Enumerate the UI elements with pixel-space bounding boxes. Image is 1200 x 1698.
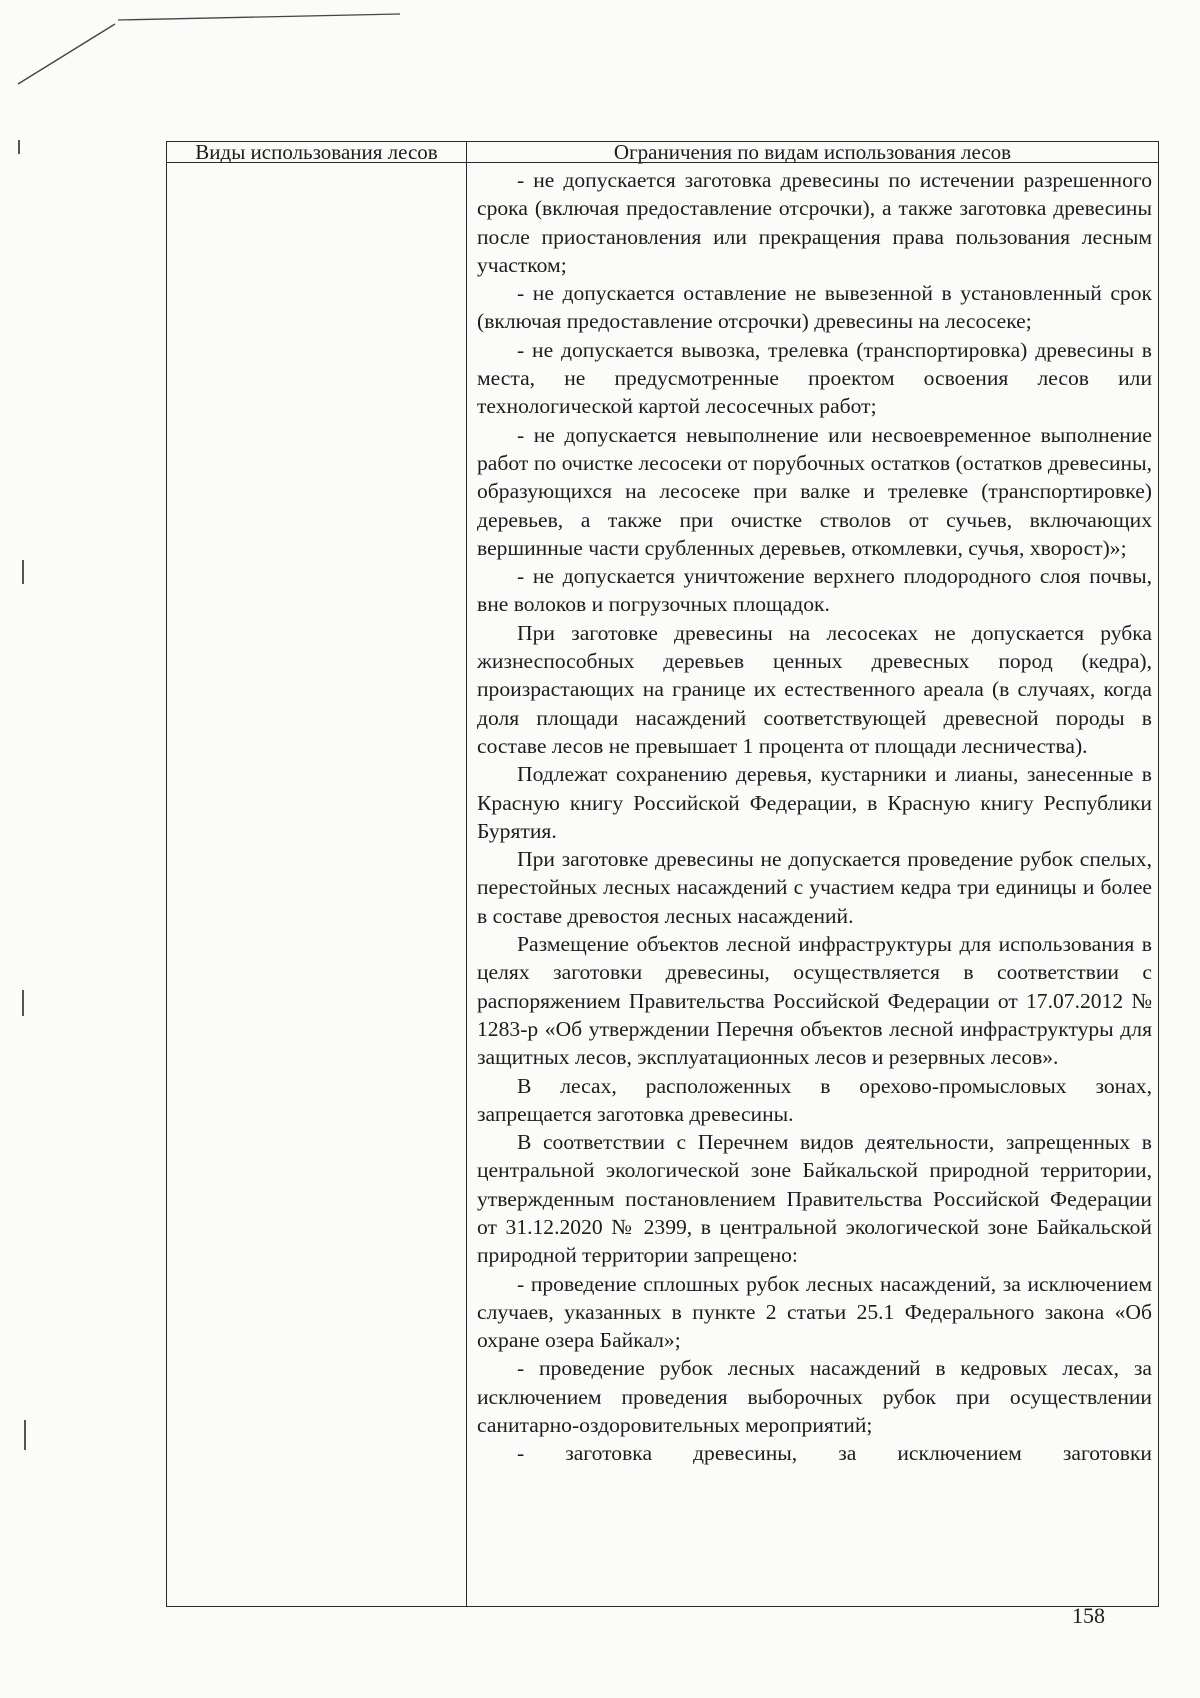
scan-fold-marks xyxy=(0,0,420,100)
restriction-paragraph: - проведение сплошных рубок лесных насаждений, за исключением случаев, указанных в пункте 2 статьи 25.1 Федерального закона «Об охране озера Байкал»; xyxy=(477,1271,1152,1353)
header-restrictions: Ограничения по видам использования лесов xyxy=(467,142,1159,163)
restriction-paragraph: - не допускается уничтожение верхнего плодородного слоя почвы, вне волоков и погрузочных площадок. xyxy=(477,564,1152,617)
restriction-paragraph: В соответствии с Перечнем видов деятельности, запрещенных в центральной экологической зоне Байкальской природной территории, утвержденным постановлением Правительства Российской Федерации от 31.12.2020 № 2399, в центральной экологической зоне Байкальской природной территории запрещено: xyxy=(477,1130,1152,1268)
scan-speck xyxy=(18,140,20,154)
restrictions-text xyxy=(467,163,1158,1606)
restriction-paragraph: - не допускается оставление не вывезенной в установленный срок (включая предоставление отсрочки) древесины на лесосеке; xyxy=(477,281,1152,334)
scan-speck xyxy=(22,560,24,584)
restriction-paragraph: Размещение объектов лесной инфраструктуры для использования в целях заготовки древесины, осуществляется в соответствии с распоряжением Правительства Российской Федерации от 17.07.2012 № 1283-р «Об утверждении Перечня объектов лесной инфраструктуры для защитных лесов, эксплуатационных лесов и резервных лесов». xyxy=(477,932,1152,1070)
page-number: 158 xyxy=(1072,1603,1105,1628)
restrictions-table xyxy=(166,141,1159,1607)
table-row xyxy=(167,163,1159,1607)
restriction-paragraph: При заготовке древесины на лесосеках не допускается рубка жизнеспособных деревьев ценных древесных пород (кедра), произрастающих на границе их естественного ареала (в случаях, когда доля площади насаждений соответствующей древесной породы в составе лесов не превышает 1 процента от площади лесничества). xyxy=(477,620,1152,758)
restriction-paragraph: - не допускается вывозка, трелевка (транспортировка) древесины в места, не предусмотренные проектом освоения лесов или технологической картой лесосечных работ; xyxy=(477,337,1152,419)
restriction-paragraph: Подлежат сохранению деревья, кустарники и лианы, занесенные в Красную книгу Российской Федерации, в Красную книгу Республики Бурятия. xyxy=(477,762,1152,843)
restriction-paragraph: В лесах, расположенных в орехово-промысловых зонах, запрещается заготовка древесины. xyxy=(477,1073,1152,1126)
header-usage-types: Виды использования лесов xyxy=(167,142,467,163)
usage-type-cell xyxy=(167,163,467,1607)
restrictions-cell xyxy=(467,163,1159,1607)
restriction-paragraph: - проведение рубок лесных насаждений в кедровых лесах, за исключением проведения выборочных рубок при осуществлении санитарно-оздоровительных мероприятий; xyxy=(477,1356,1152,1438)
restriction-paragraph: - не допускается заготовка древесины по истечении разрешенного срока (включая предоставление отсрочки), а также заготовка древесины после приостановления или прекращения права пользования лесным участком; xyxy=(477,168,1152,277)
table-header-row xyxy=(167,142,1159,163)
restriction-paragraph: - заготовка древесины, за исключением заготовки xyxy=(517,1441,1152,1466)
restriction-paragraph: При заготовке древесины не допускается проведение рубок спелых, перестойных лесных насаждений с участием кедра три единицы и более в составе древостоя лесных насаждений. xyxy=(477,847,1152,928)
scan-speck xyxy=(24,1420,26,1450)
scan-speck xyxy=(22,990,24,1016)
restriction-paragraph: - не допускается невыполнение или несвоевременное выполнение работ по очистке лесосеки от порубочных остатков (остатков древесины, образующихся на лесосеке при валке и трелевке (транспортировке) деревьев, а также при очистке стволов от сучьев, включающих вершинные части срубленных деревьев, откомлевки, сучья, хворост)»; xyxy=(477,422,1152,560)
